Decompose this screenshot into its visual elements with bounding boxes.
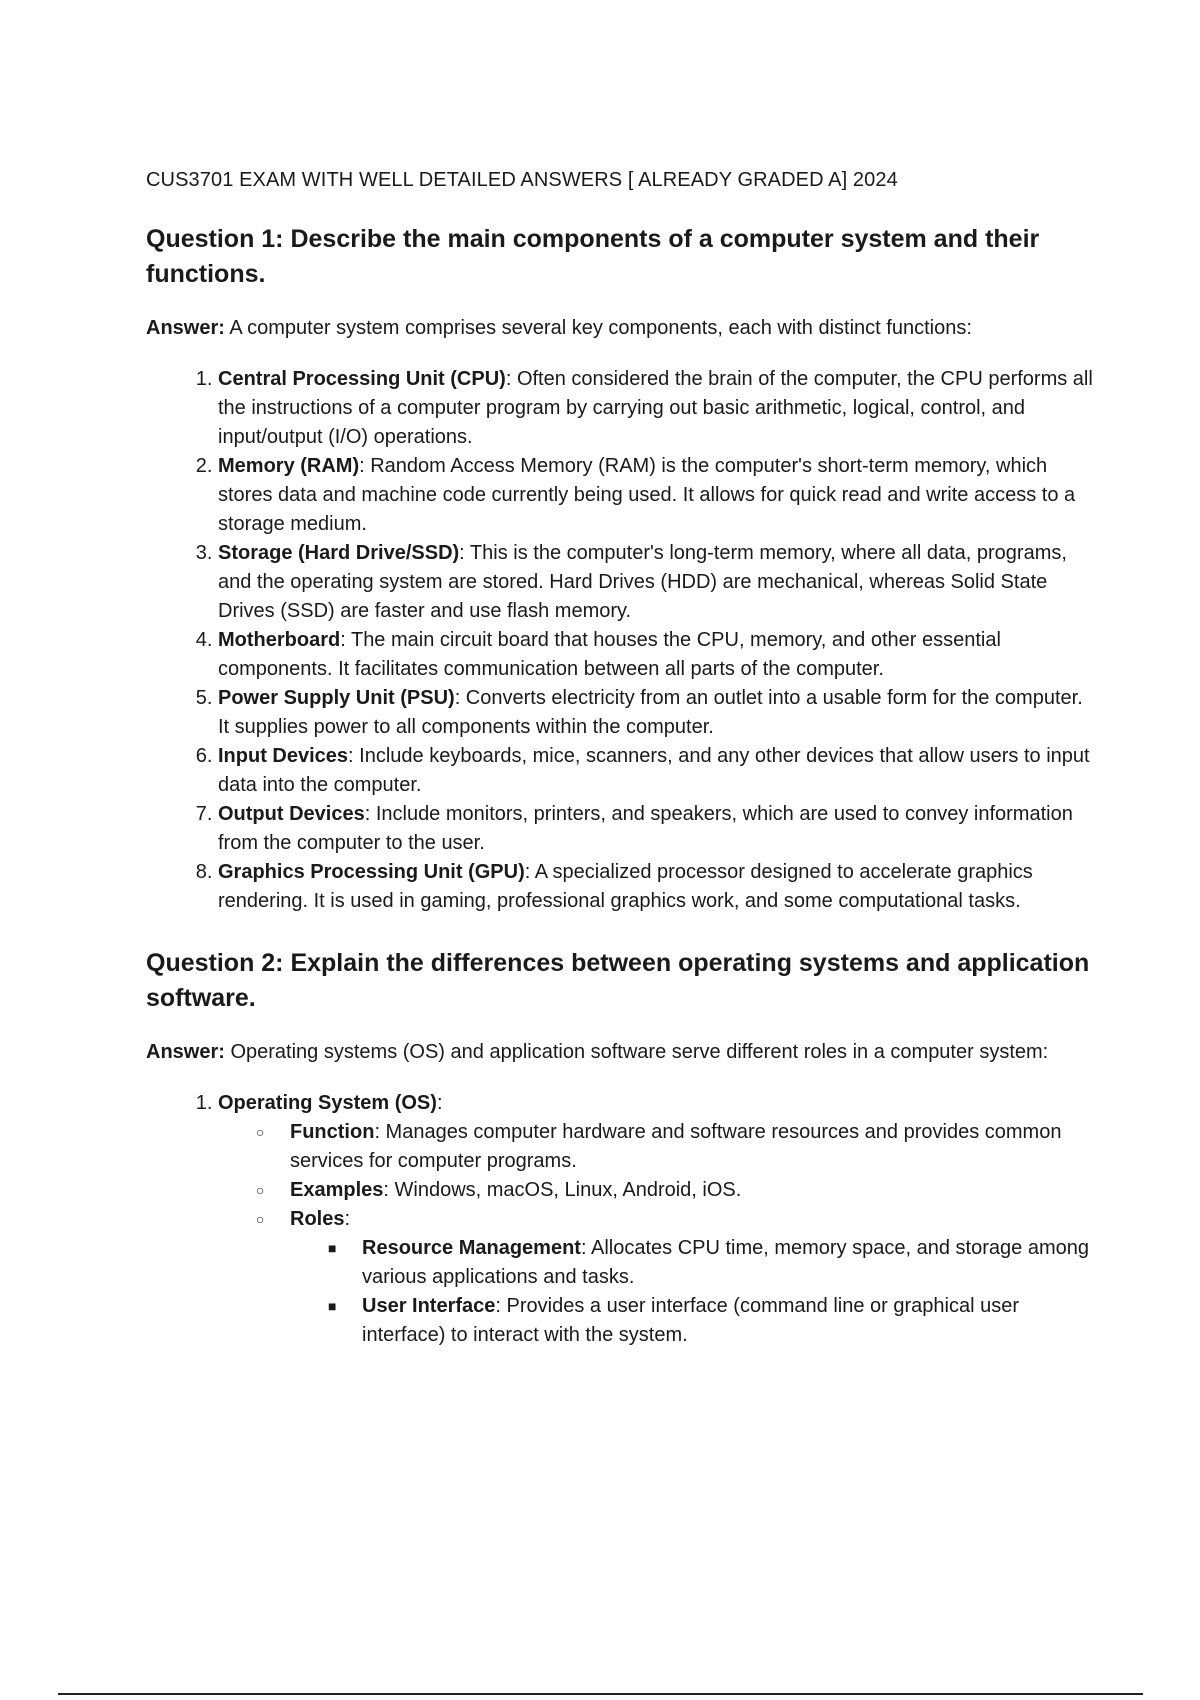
- circle-bullet-icon: ○: [256, 1182, 265, 1198]
- list-item-term: Motherboard: [218, 629, 341, 651]
- role-text: : Provides a user interface (command line or graphical user interface) to interact with the system.: [362, 1295, 1019, 1346]
- os-vs-app-list: [146, 1089, 1096, 1350]
- list-item: [218, 365, 1096, 452]
- list-item: [218, 800, 1096, 858]
- circle-bullet-icon: ○: [256, 1124, 265, 1140]
- os-details-list: [218, 1118, 1096, 1350]
- list-item-text: : The main circuit board that houses the CPU, memory, and other essential components. It facilitates communication between all parts of the computer.: [218, 629, 1001, 680]
- answer-label: Answer:: [146, 1041, 225, 1063]
- list-item-term: Power Supply Unit (PSU): [218, 687, 455, 709]
- sub-list-item: [256, 1205, 1096, 1350]
- sub-item-text: : Manages computer hardware and software resources and provides common services for computer programs.: [290, 1121, 1062, 1172]
- answer-text: Operating systems (OS) and application software serve different roles in a computer system:: [224, 1041, 1049, 1063]
- list-item-text: : Include monitors, printers, and speakers, which are used to convey information from the computer to the user.: [218, 803, 1073, 854]
- list-item-text: :: [436, 1092, 443, 1114]
- square-bullet-icon: ■: [328, 1240, 337, 1256]
- list-item: [218, 539, 1096, 626]
- list-item: [218, 452, 1096, 539]
- list-item-text: : Random Access Memory (RAM) is the computer's short-term memory, which stores data and machine code currently being used. It allows for quick read and write access to a storage medium.: [218, 455, 1076, 535]
- sub-list-item: [256, 1118, 1096, 1176]
- list-item-term: Storage (Hard Drive/SSD): [218, 542, 460, 564]
- circle-bullet-icon: ○: [256, 1211, 265, 1227]
- os-roles-list: [290, 1234, 1096, 1350]
- list-item-term: Output Devices: [218, 803, 365, 825]
- square-bullet-icon: ■: [328, 1298, 337, 1314]
- role-term: User Interface: [362, 1295, 496, 1317]
- sub-item-text: :: [344, 1208, 351, 1230]
- role-term: Resource Management: [362, 1237, 581, 1259]
- list-item: [218, 1089, 1096, 1350]
- question-1-heading: Question 1: Describe the main components of a computer system and their functions.: [146, 225, 1040, 288]
- document-title: CUS3701 EXAM WITH WELL DETAILED ANSWERS [ ALREADY GRADED A] 2024: [146, 169, 898, 191]
- list-item-term: Graphics Processing Unit (GPU): [218, 861, 525, 883]
- answer-text: A computer system comprises several key components, each with distinct functions:: [224, 317, 972, 339]
- document-page: [146, 166, 1096, 1350]
- sub-item-term: Function: [290, 1121, 375, 1143]
- list-item-text: : This is the computer's long-term memory, where all data, programs, and the operating system are stored. Hard Drives (HDD) are mechanical, whereas Solid State Drives (SSD) are faster and use flash memory.: [218, 542, 1067, 622]
- question-1-answer-intro: [146, 314, 1096, 343]
- list-item: [218, 858, 1096, 916]
- list-item-text: : A specialized processor designed to accelerate graphics rendering. It is used in gaming, professional graphics work, and some computational tasks.: [218, 861, 1033, 912]
- answer-label: Answer:: [146, 317, 225, 339]
- list-item-term: Operating System (OS): [218, 1092, 437, 1114]
- list-item-text: : Often considered the brain of the computer, the CPU performs all the instructions of a computer program by carrying out basic arithmetic, logical, control, and input/output (I/O) operations.: [218, 368, 1093, 448]
- sub-item-text: : Windows, macOS, Linux, Android, iOS.: [383, 1179, 742, 1201]
- question-2-answer-intro: [146, 1038, 1096, 1067]
- list-item-term: Input Devices: [218, 745, 349, 767]
- components-list: [146, 365, 1096, 916]
- page-bottom-rule: [58, 1693, 1143, 1695]
- list-item-term: Memory (RAM): [218, 455, 360, 477]
- question-2-heading: Question 2: Explain the differences between operating systems and application software.: [146, 949, 1090, 1012]
- list-item-term: Central Processing Unit (CPU): [218, 368, 506, 390]
- sub-item-term: Examples: [290, 1179, 384, 1201]
- sub-item-term: Roles: [290, 1208, 345, 1230]
- role-list-item: [328, 1292, 1096, 1350]
- list-item: [218, 626, 1096, 684]
- list-item: [218, 742, 1096, 800]
- list-item: [218, 684, 1096, 742]
- list-item-text: : Converts electricity from an outlet into a usable form for the computer. It supplies power to all components within the computer.: [218, 687, 1083, 738]
- list-item-text: : Include keyboards, mice, scanners, and any other devices that allow users to input data into the computer.: [218, 745, 1090, 796]
- sub-list-item: [256, 1176, 1096, 1205]
- role-list-item: [328, 1234, 1096, 1292]
- role-text: : Allocates CPU time, memory space, and storage among various applications and tasks.: [362, 1237, 1089, 1288]
